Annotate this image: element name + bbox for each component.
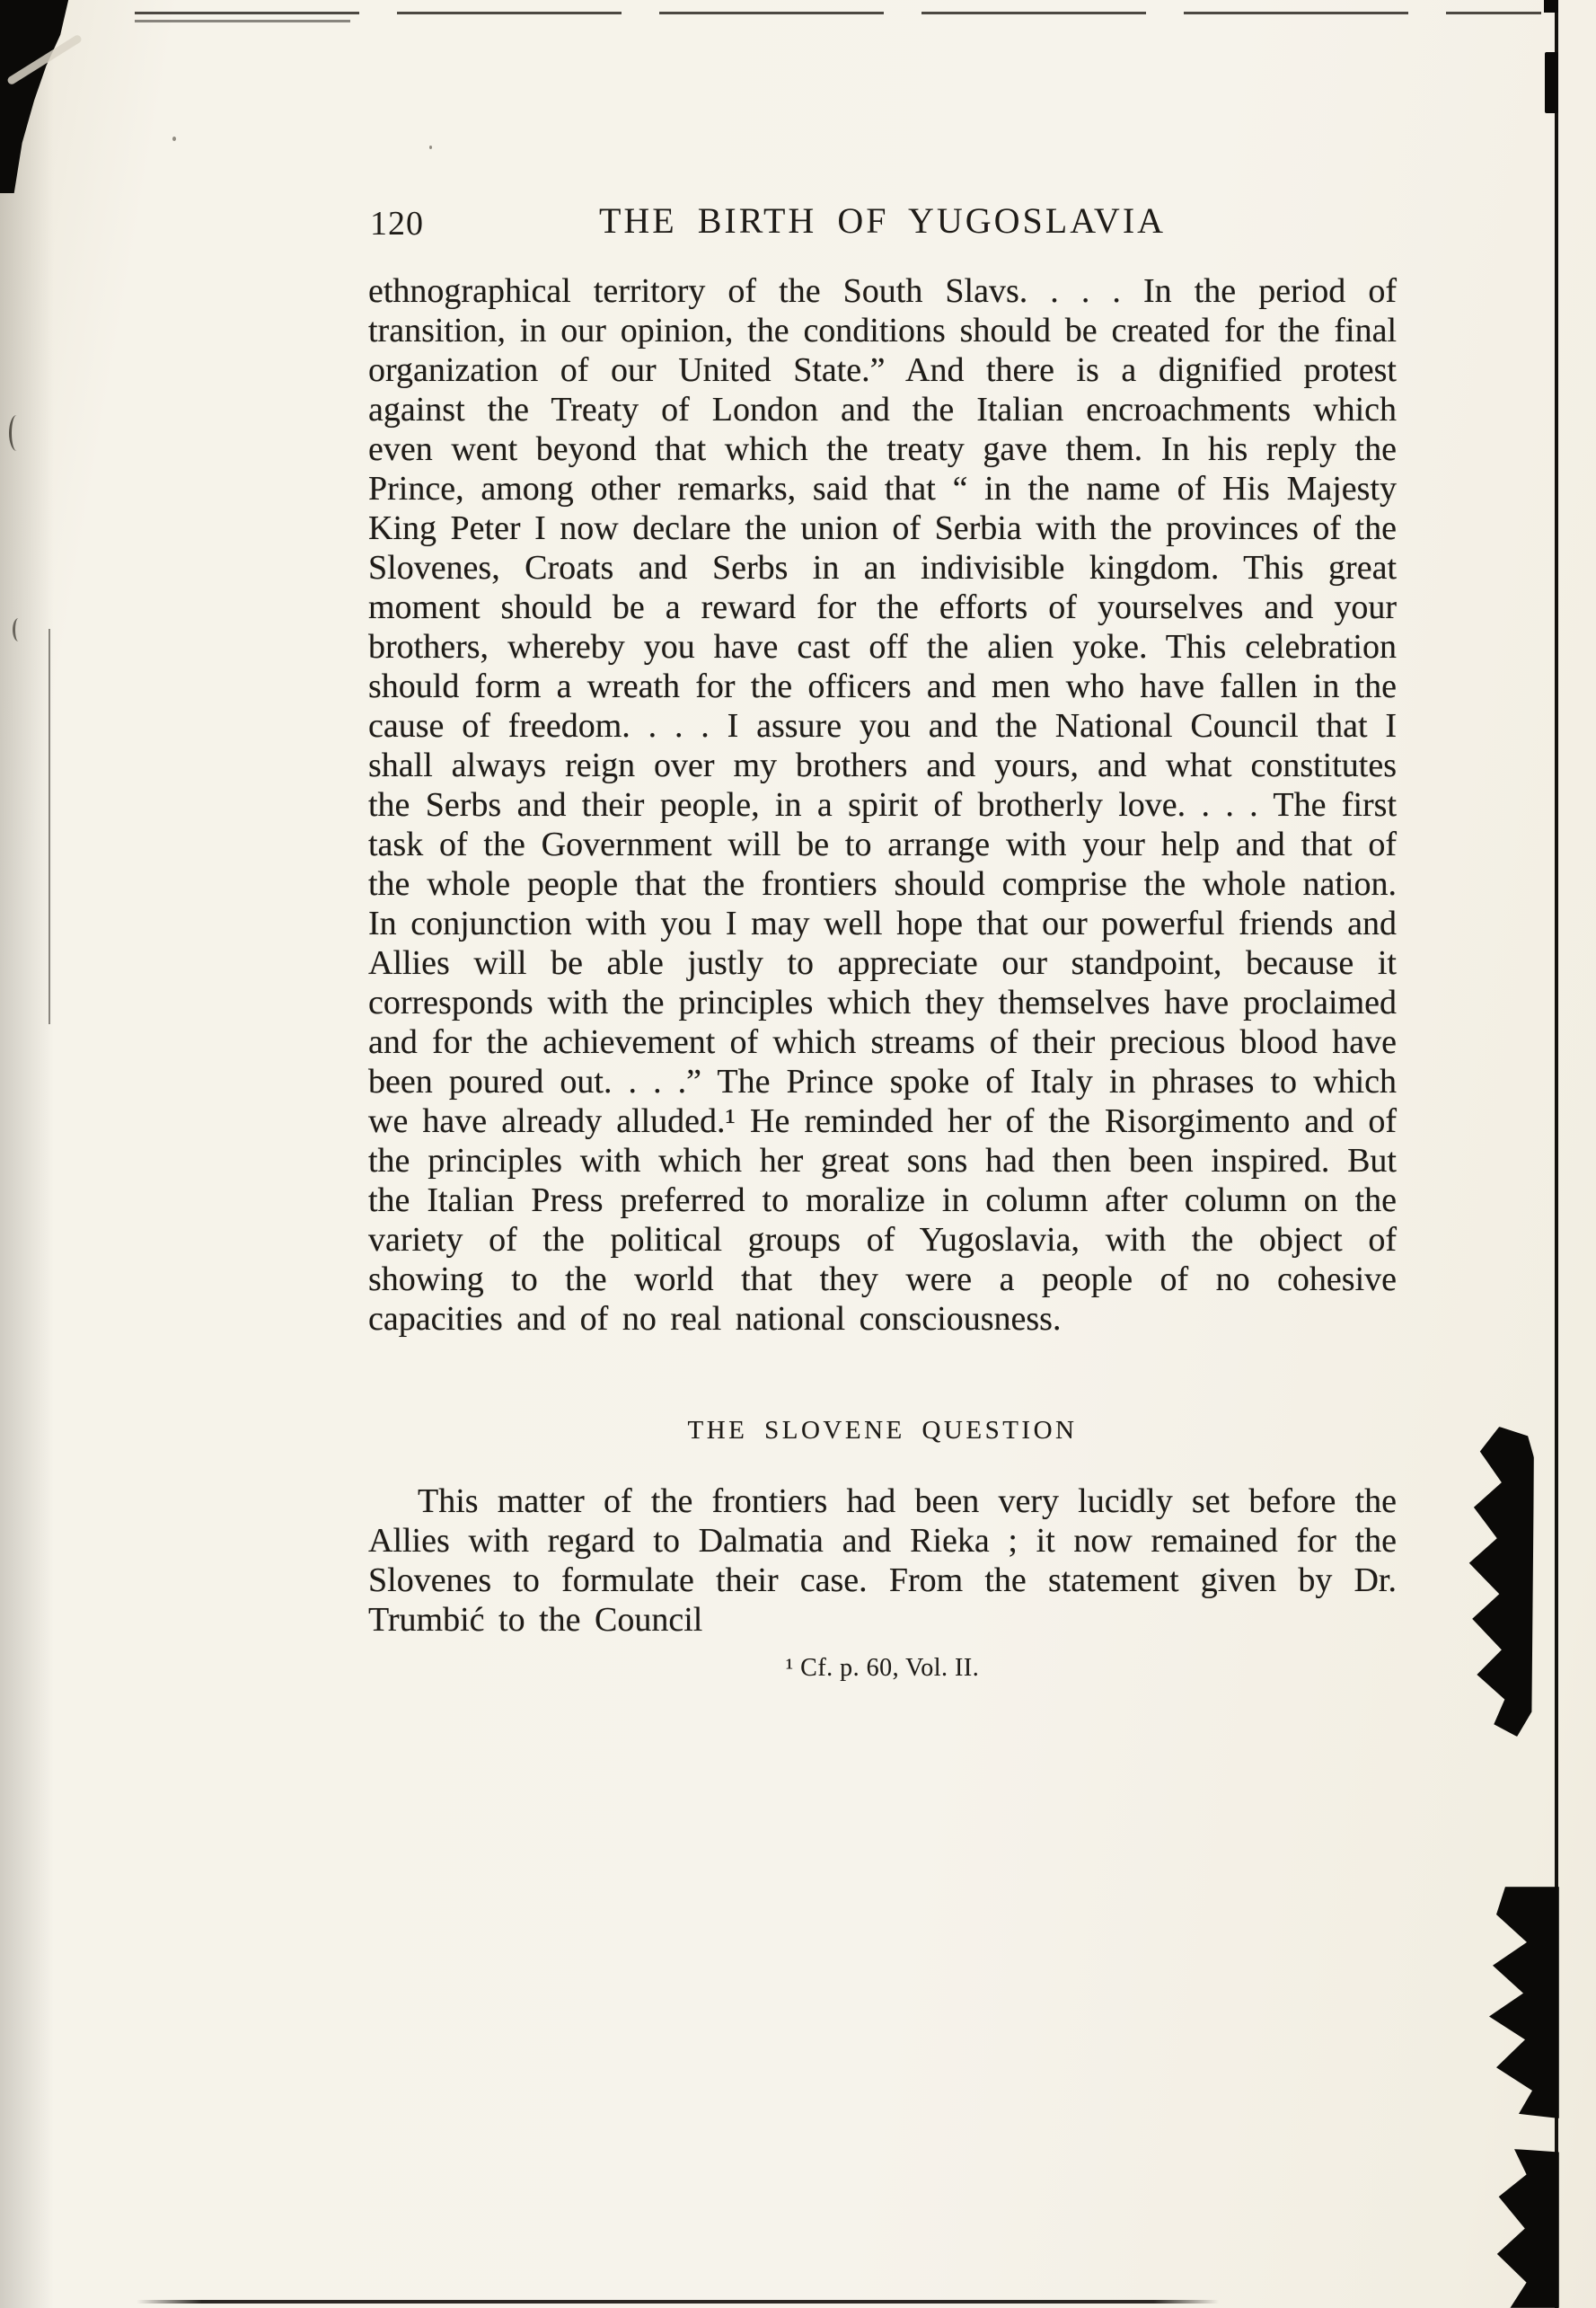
paragraph-continuation: ethnographical territory of the South Slavs. . . . In the period of transition, in our opinion, the conditions should be created for the final organization of our United State.” And there is a dignified protest against the Treaty of London and the Italian encroachments which even went beyond that which the treaty gave them. In his reply the Prince, among other remarks, said that “ in the name of His Majesty King Peter I now declare the union of Serbia with the provinces of the Slovenes, Croats and Serbs in an indivisible kingdom. This great moment should be a reward for the efforts of yourselves and your brothers, whereby you have cast off the alien yoke. This celebration should form a wreath for the officers and men who have fallen in the cause of freedom. . . . I assure you and the National Council that I shall always reign over my brothers and yours, and what constitutes the Serbs and their people, in a spirit of brotherly love. . . . The first task of the Government will be to arrange with your help and that of the whole people that the frontiers should comprise the whole nation. In conjunction with you I may well hope that our powerful friends and Allies will be able justly to appreciate our standpoint, because it corresponds with the principles which they themselves have proclaimed and for the achievement of which streams of their precious blood have been poured out. . . .” The Prince spoke of Italy in phrases to which we have already alluded.¹ He reminded her of the Risorgimento and of the principles with which her great sons had then been inspired. But the Italian Press preferred to moralize in column after column on the variety of the political groups of Yugoslavia, with the object of showing to the world that they were a people of no cohesive capacities and of no real national consciousness.: [368, 272, 1397, 1338]
scan-artifact-ink-blob-3: [1477, 2149, 1559, 2308]
scan-artifact-speck-2: [429, 146, 432, 149]
scan-artifact-speck-1: [172, 137, 176, 141]
text-column: [368, 199, 1397, 1683]
scan-artifact-left-margin-line: [48, 629, 50, 1024]
scan-shadow-left-edge: [0, 0, 54, 2308]
page-number: 120: [370, 205, 424, 243]
scan-artifact-top-edge-line: [135, 12, 1541, 14]
running-head-title: THE BIRTH OF YUGOSLAVIA: [598, 200, 1167, 241]
scan-artifact-right-top-tick: [1544, 0, 1558, 13]
scan-artifact-ink-blob-2: [1469, 1887, 1559, 2118]
scan-artifact-bottom-edge-line: [137, 2300, 1219, 2304]
scan-artifact-top-edge-line-2: [135, 20, 350, 22]
page-header: [368, 199, 1397, 250]
scan-artifact-right-top-notch: [1545, 52, 1558, 113]
scan-artifact-ink-blob-1: [1457, 1427, 1534, 1737]
scan-artifact-left-margin-mark-2: [13, 618, 24, 641]
scan-artifact-left-margin-mark-1: [9, 415, 24, 451]
section-heading: THE SLOVENE QUESTION: [687, 1416, 1078, 1445]
footnote: ¹ Cf. p. 60, Vol. II.: [785, 1654, 980, 1682]
paragraph-slovene-question: This matter of the frontiers had been very lucidly set before the Allies with regard to Dalmatia and Rieka ; it now remained for the Slovenes to formulate their case. From the statement given by Dr. Trumbić to the Council: [368, 1482, 1397, 1639]
